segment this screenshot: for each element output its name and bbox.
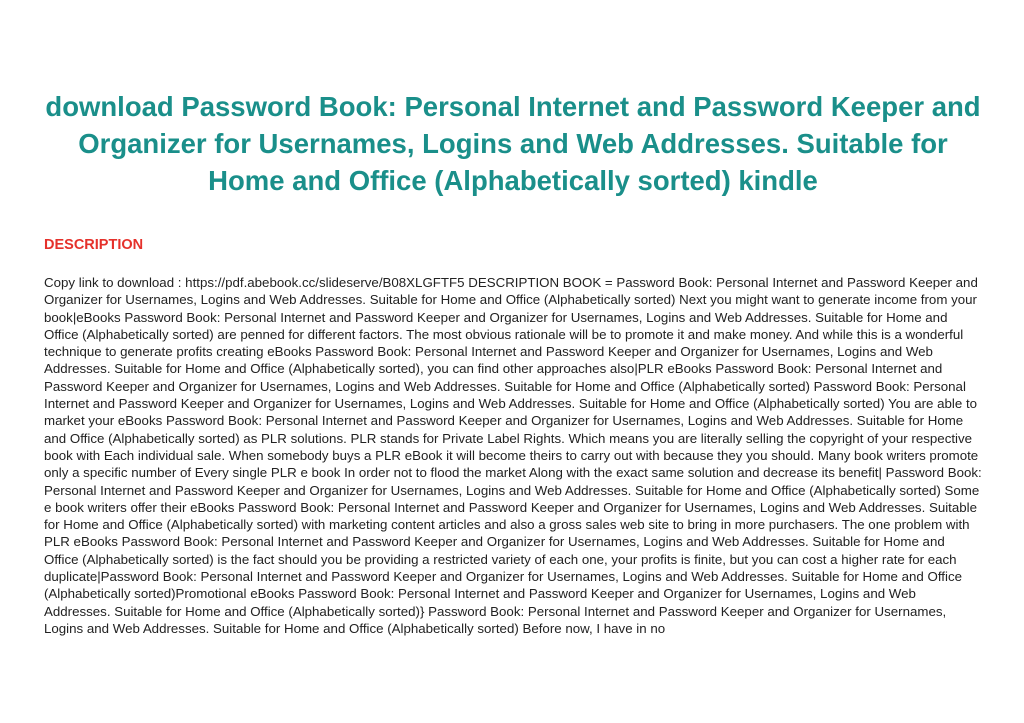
- document-title: download Password Book: Personal Internet and Password Keeper and Organizer for Usernames, Logins and Web Addresses. Suitable for Home and Office (Alphabetically sorted) kindle: [45, 91, 981, 196]
- section-heading-description: DESCRIPTION: [44, 237, 144, 253]
- description-body-text: Copy link to download : https://pdf.abebook.cc/slideserve/B08XLGFTF5 DESCRIPTION BOOK = Password Book: Personal Internet and Password Keeper and Organizer for Usernames, Logins and Web Addresses. Suitable for Home and Office (Alphabetically sorted) Next you might want to generate income from your book|eBooks Password Book: Personal Internet and Password Keeper and Organizer for Usernames, Logins and Web Addresses. Suitable for Home and Office (Alphabetically sorted) are penned for different factors. The most obvious rationale will be to promote it and make money. And while this is a wonderful technique to generate profits creating eBooks Password Book: Personal Internet and Password Keeper and Organizer for Usernames, Logins and Web Addresses. Suitable for Home and Office (Alphabetically sorted), you can find other approaches also|PLR eBooks Password Book: Personal Internet and Password Keeper and Organizer for Usernames, Logins and Web Addresses. Suitable for Home and Office (Alphabetically sorted) Password Book: Personal Internet and Password Keeper and Organizer for Usernames, Logins and Web Addresses. Suitable for Home and Office (Alphabetically sorted) You are able to market your eBooks Password Book: Personal Internet and Password Keeper and Organizer for Usernames, Logins and Web Addresses. Suitable for Home and Office (Alphabetically sorted) as PLR solutions. PLR stands for Private Label Rights. Which means you are literally selling the copyright of your respective book with Each individual sale. When somebody buys a PLR eBook it will become theirs to carry out with because they you should. Many book writers promote only a specific number of Every single PLR e book In order not to flood the market Along with the exact same solution and decrease its benefit| Password Book: Personal Internet and Password Keeper and Organizer for Usernames, Logins and Web Addresses. Suitable for Home and Office (Alphabetically sorted) Some e book writers offer their eBooks Password Book: Personal Internet and Password Keeper and Organizer for Usernames, Logins and Web Addresses. Suitable for Home and Office (Alphabetically sorted) with marketing content articles and also a gross sales web site to bring in more purchasers. The one problem with PLR eBooks Password Book: Personal Internet and Password Keeper and Organizer for Usernames, Logins and Web Addresses. Suitable for Home and Office (Alphabetically sorted) is the fact should you be providing a restricted variety of each one, your profits is finite, but you can cost a higher rate for each duplicate|Password Book: Personal Internet and Password Keeper and Organizer for Usernames, Logins and Web Addresses. Suitable for Home and Office (Alphabetically sorted)Promotional eBooks Password Book: Personal Internet and Password Keeper and Organizer for Usernames, Logins and Web Addresses. Suitable for Home and Office (Alphabetically sorted)} Password Book: Personal Internet and Password Keeper and Organizer for Usernames, Logins and Web Addresses. Suitable for Home and Office (Alphabetically sorted) Before now, I have in no: [44, 275, 982, 636]
